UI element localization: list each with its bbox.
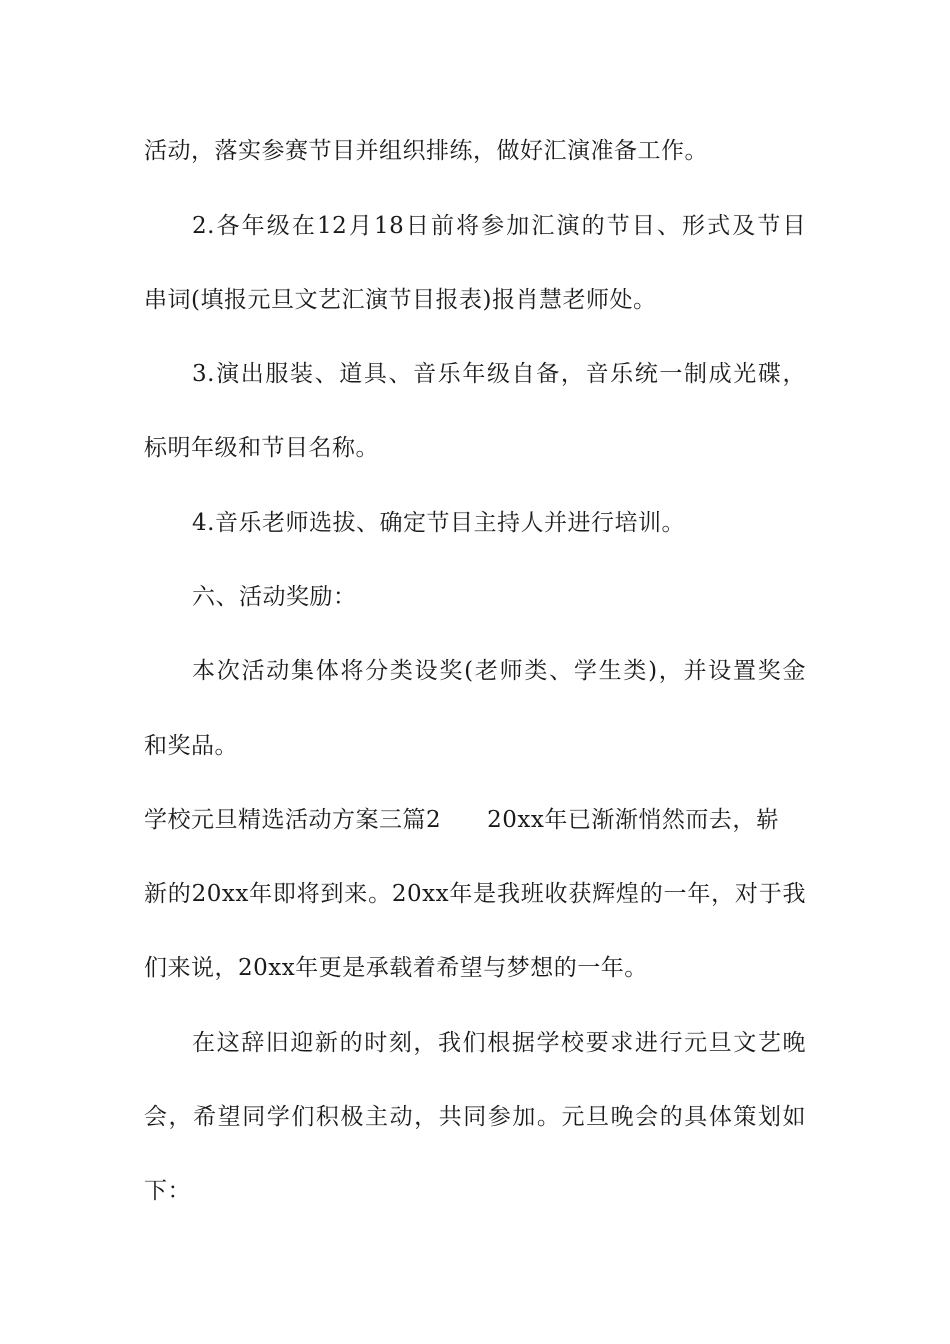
paragraph-line: 本次活动集体将分类设奖(老师类、学生类)，并设置奖金 bbox=[192, 658, 806, 684]
paragraph-line: 4.音乐老师选拔、确定节目主持人并进行培训。 bbox=[192, 510, 685, 536]
paragraph-line: 串词(填报元旦文艺汇演节目报表)报肖慧老师处。 bbox=[144, 287, 657, 313]
section-title: 学校元旦精选活动方案三篇2 bbox=[144, 807, 442, 833]
paragraph-line: 2.各年级在12月18日前将参加汇演的节目、形式及节目 bbox=[192, 213, 806, 239]
paragraph-line: 下： bbox=[144, 1178, 191, 1204]
paragraph-line: 们来说，20xx年更是承载着希望与梦想的一年。 bbox=[144, 955, 648, 981]
paragraph-line: 3.演出服装、道具、音乐年级自备，音乐统一制成光碟， bbox=[192, 361, 806, 387]
section-title-line bbox=[144, 805, 806, 835]
section-heading: 六、活动奖励： bbox=[192, 584, 357, 610]
paragraph-line: 活动，落实参赛节目并组织排练，做好汇演准备工作。 bbox=[144, 138, 708, 164]
section-lead-text: 20xx年已渐渐悄然而去，崭 bbox=[487, 807, 780, 833]
paragraph-line: 和奖品。 bbox=[144, 733, 238, 759]
paragraph-line: 标明年级和节目名称。 bbox=[144, 435, 379, 461]
paragraph-line: 在这辞旧迎新的时刻，我们根据学校要求进行元旦文艺晚 bbox=[192, 1030, 806, 1056]
paragraph-line: 会，希望同学们积极主动，共同参加。元旦晚会的具体策划如 bbox=[144, 1104, 806, 1130]
paragraph-line: 新的20xx年即将到来。20xx年是我班收获辉煌的一年，对于我 bbox=[144, 881, 806, 907]
